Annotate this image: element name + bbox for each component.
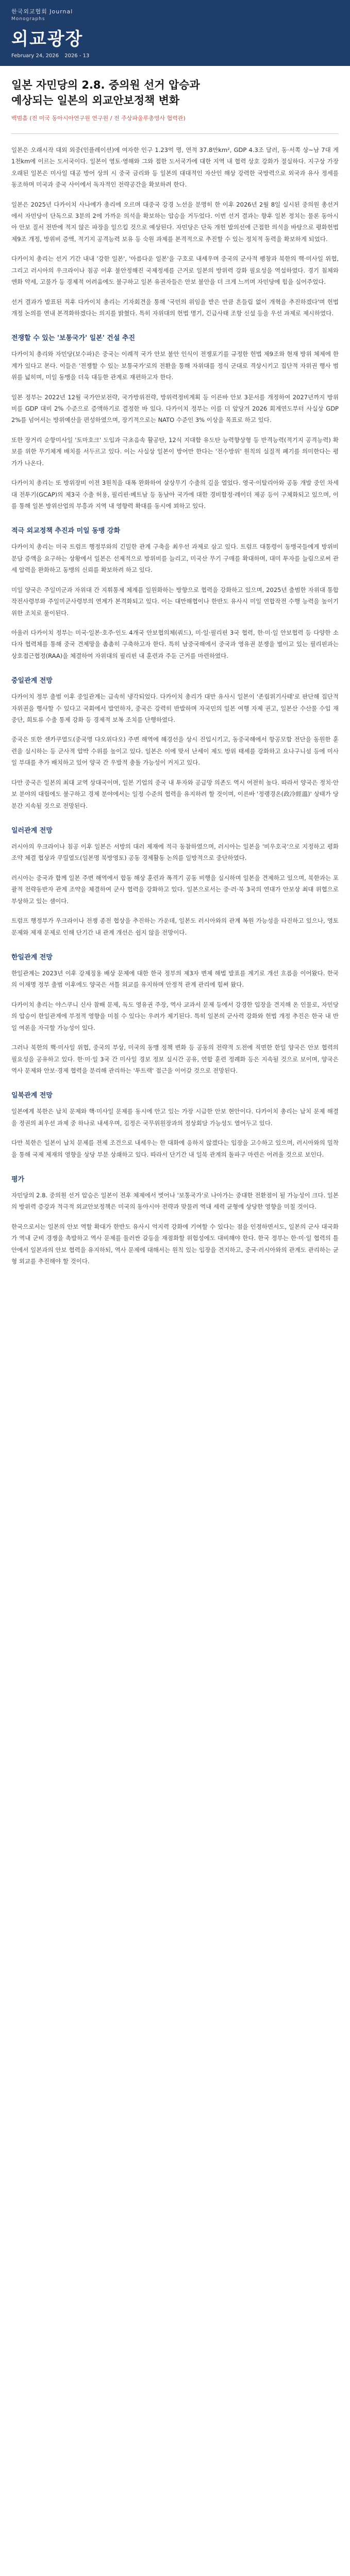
section-heading: 중일관계 전망 bbox=[11, 677, 53, 685]
body-paragraph: 다만 북한은 일본이 납치 문제를 전제 조건으로 내세우는 한 대화에 응하지 않겠다는 입장을 고수하고 있으며, 러시아와의 밀착을 통해 국제 제재의 영향을 상당 부분 상쇄하고 있다. 따라서 단기간 내 일북 관계의 돌파구 마련은 어려울 것으로 보인다. bbox=[11, 1139, 339, 1158]
section-heading: 한일관계 전망 bbox=[11, 953, 53, 961]
body-paragraph: 아울러 다카이치 정부는 미국·일본·호주·인도 4개국 안보협의체(쿼드), 미·일·필리핀 3국 협력, 한·미·일 안보협력 등 다양한 소다자 협력체를 통해 중국 견제망을 촘촘히 구축하고자 한다. 특히 남중국해에서 중국과 영유권 분쟁을 벌이고 있는 필리핀과는 상호접근협정(RAA)을 체결하여 자위대의 필리핀 내 훈련과 주둔 근거를 마련하였다. bbox=[11, 629, 339, 659]
body-paragraph: 자민당의 2.8. 중의원 선거 압승은 일본이 전후 체제에서 벗어나 '보통국가'로 나아가는 중대한 전환점이 될 가능성이 크다. 일본의 방위력 증강과 적극적 외교안보정책은 미국의 동아시아 전략과 맞물려 역내 세력 균형에 상당한 영향을 미칠 것이다. bbox=[11, 1192, 339, 1211]
article-body bbox=[0, 134, 350, 1267]
journal-name-ko: 한국외교협회 Journal bbox=[11, 8, 73, 15]
body-paragraph: 일본은 오래시작 대외 외중(인플레이션)에 여자한 인구 1.23억 명, 연적 37.8만km², GDP 4.3조 달러, 동·서쪽 상~남 7대 게 1천km에 이르는 도서국이다. 일본이 영토·영해와 그와 접한 도서국가에 대한 지역 내 협력 상호 강화가 절실하다. 지구상 가장 오래된 일본은 미사일 대공 방어 상의 시 중국 금리와 등 일본의 대대적인 자산인 해상 강력한 국방력으로 외국과 유사 정세를 동조하며 미국과 중국 사이에서 독자적인 전략공간을 확보하려 한다. bbox=[11, 146, 339, 189]
section-heading: 평가 bbox=[11, 1176, 25, 1184]
article-title-block bbox=[0, 66, 350, 127]
section-heading: 일북관계 전망 bbox=[11, 1092, 53, 1100]
article-title-line-2: 예상되는 일본의 외교안보정책 변화 bbox=[11, 94, 180, 107]
body-paragraph: 미일 양국은 주일미군과 자위대 간 지휘통제 체계를 일원화하는 방향으로 협력을 강화하고 있으며, 2025년 출범한 자위대 통합작전사령부와 주일미군사령부의 연계가 본격화되고 있다. 이는 대만해협이나 한반도 유사시 미일 연합작전 수행 능력을 높이기 위한 조치로 풀이된다. bbox=[11, 586, 339, 617]
body-paragraph: 또한 장거리 순항미사일 '토마호크' 도입과 극초음속 활공탄, 12식 지대함 유도탄 능력향상형 등 반격능력(적기지 공격능력) 확보를 위한 무기체계 배치를 서두르고 있다. 이는 사실상 일본이 방어만 한다는 '전수방위' 원칙의 실질적 폐기를 의미한다는 평가가 나온다. bbox=[11, 436, 339, 467]
body-paragraph: 다카이치 정부 출범 이후 중일관계는 급속히 냉각되었다. 다카이치 총리가 대만 유사시 일본이 '존립위기사태'로 판단해 집단적 자위권을 행사할 수 있다고 국회에서 발언하자, 중국은 강력히 반발하며 자국민의 일본 여행 자제 권고, 일본산 수산물 수입 재중단, 희토류 수출 통제 강화 등 경제적 보복 조치를 단행하였다. bbox=[11, 693, 339, 724]
issue-info bbox=[11, 53, 339, 59]
body-paragraph: 일본은 2025년 다카이치 사나에가 총리에 오르며 대중국 강경 노선을 분명히 한 이후 2026년 2월 8일 실시된 중의원 총선거에서 자민당이 단독으로 3분의 2에 가까운 의석을 확보하는 압승을 거두었다. 이번 선거 결과는 향후 일본 정치는 물론 동아시아 안보 질서 전반에 적지 않은 파장을 일으킬 것으로 예상된다. 자민당은 단독 개헌 발의선에 근접한 의석을 바탕으로 평화헌법 제9조 개정, 방위비 증액, 적기지 공격능력 보유 등 숙원 과제를 본격적으로 추진할 수 있는 정치적 동력을 확보하게 되었다. bbox=[11, 200, 339, 243]
body-paragraph: 중국은 또한 센카쿠열도(중국명 댜오위다오) 주변 해역에 해경선을 상시 진입시키고, 동중국해에서 항공모함 전단을 동원한 훈련을 실시하는 등 군사적 압박 수위를 높이고 있다. 일본은 이에 맞서 난세이 제도 방위 태세를 강화하고 요나구니섬 등에 미사일 부대를 추가 배치하고 있어 양국 간 우발적 충돌 가능성이 커지고 있다. bbox=[11, 736, 339, 767]
section-heading: 적극 외교정책 추진과 미일 동맹 강화 bbox=[11, 527, 120, 535]
body-paragraph: 선거 결과가 발표된 직후 다카이치 총리는 기자회견을 통해 '국민의 위임을 받은 만큼 흔들림 없이 개혁을 추진하겠다'며 헌법 개정 논의를 연내 본격화하겠다는 의지를 밝혔다. 특히 자위대의 헌법 명기, 긴급사태 조항 신설 등을 우선 과제로 제시하였다. bbox=[11, 298, 339, 317]
journal-title: 외교광장 bbox=[11, 29, 84, 49]
section-heading: 일러관계 전망 bbox=[11, 827, 53, 835]
journal-name-en: Monographs bbox=[11, 16, 45, 22]
body-paragraph: 한국으로서는 일본의 안보 역할 확대가 한반도 유사시 억지력 강화에 기여할 수 있다는 점을 인정하면서도, 일본의 군사 대국화가 역내 군비 경쟁을 촉발하고 역사 문제를 둘러싼 갈등을 재점화할 위험성에도 대비해야 한다. 한국 정부는 한·미·일 협력의 틀 안에서 일본과의 안보 협력을 유지하되, 역사 문제에 대해서는 원칙 있는 입장을 견지하고, 중국·러시아와의 관계도 관리하는 균형 외교를 추진해야 할 것이다. bbox=[11, 1223, 339, 1265]
journal-header bbox=[0, 0, 350, 66]
issue-date: February 24, 2026 bbox=[11, 53, 59, 59]
body-paragraph: 그러나 북한의 핵·미사일 위협, 중국의 부상, 미국의 동맹 정책 변화 등 공동의 전략적 도전에 직면한 한일 양국은 안보 협력의 필요성을 공유하고 있다. 한·미·일 3국 간 미사일 경보 정보 실시간 공유, 연합 훈련 정례화 등은 지속될 것으로 보이며, 양국은 역사 문제와 안보·경제 협력을 분리해 관리하는 '투트랙' 접근을 이어갈 것으로 전망된다. bbox=[11, 1044, 339, 1074]
body-paragraph: 한일관계는 2023년 이후 강제징용 배상 문제에 대한 한국 정부의 제3자 변제 해법 발표를 계기로 개선 흐름을 이어왔다. 한국의 이재명 정부 출범 이후에도 양국은 셔틀 외교를 유지하며 안정적 관계 관리에 힘써 왔다. bbox=[11, 969, 339, 989]
body-paragraph: 러시아의 우크라이나 침공 이후 일본은 서방의 대러 제재에 적극 동참하였으며, 러시아는 일본을 '비우호국'으로 지정하고 평화조약 체결 협상과 쿠릴열도(일본명 북방영토) 공동 경제활동 논의를 일방적으로 중단하였다. bbox=[11, 843, 339, 862]
body-paragraph: 러시아는 중국과 함께 일본 주변 해역에서 합동 해상 훈련과 폭격기 공동 비행을 실시하며 일본을 견제하고 있으며, 북한과는 포괄적 전략동반자 관계 조약을 체결하여 군사 협력을 강화하고 있다. 일본으로서는 중·러·북 3국의 연대가 안보상 최대 위협으로 부상하고 있는 셈이다. bbox=[11, 874, 339, 905]
body-paragraph: 트럼프 행정부가 우크라이나 전쟁 종전 협상을 추진하는 가운데, 일본도 러시아와의 관계 복원 가능성을 타진하고 있으나, 영토 문제와 제재 문제로 인해 단기간 내 관계 개선은 쉽지 않을 전망이다. bbox=[11, 917, 339, 936]
body-paragraph: 다카이치 총리는 또 방위장비 이전 3원칙을 대폭 완화하여 살상무기 수출의 길을 열었다. 영국·이탈리아와 공동 개발 중인 차세대 전투기(GCAP)의 제3국 수출 허용, 필리핀·베트남 등 동남아 국가에 대한 경비함정·레이더 제공 등이 구체화되고 있으며, 이를 통해 일본 방위산업의 부흥과 지역 내 영향력 확대를 동시에 꾀하고 있다. bbox=[11, 479, 339, 510]
section-heading: 전쟁할 수 있는 '보통국가' 일본' 건설 추진 bbox=[11, 334, 136, 343]
body-paragraph: 다카이치 총리는 미국 트럼프 행정부와의 긴밀한 관계 구축을 최우선 과제로 삼고 있다. 트럼프 대통령이 동맹국들에게 방위비 분담 증액을 요구하는 상황에서 일본은 선제적으로 방위비를 늘리고, 미국산 무기 구매를 확대하며, 대미 투자를 늘림으로써 관세 압력을 완화하고 동맹의 신뢰를 확보하려 하고 있다. bbox=[11, 543, 339, 574]
issue-number: 2026 - 13 bbox=[64, 53, 90, 59]
article-title-line-1: 일본 자민당의 2.8. 중의원 선거 압승과 bbox=[11, 79, 200, 91]
body-paragraph: 다카이치 총리와 자민당(보수파)은 중국는 이례적 국가 안보 불안 인식이 전쟁포기를 규정한 헌법 제9조와 현재 방위 체제에 한계가 있다고 본다. 이들은 '전쟁할 수 있는 보통국가'로의 전환을 통해 자위대를 정식 군대로 격상시키고 집단적 자위권 행사 범위를 넓히며, 미일 동맹을 더욱 대등한 관계로 재편하고자 한다. bbox=[11, 350, 339, 381]
body-paragraph: 다카이치 총리는 선거 기간 내내 '강한 일본', '아름다운 일본'을 구호로 내세우며 중국의 군사적 팽창과 북한의 핵·미사일 위협, 그리고 러시아의 우크라이나 침공 이후 불안정해진 국제정세를 근거로 일본의 방위력 강화 필요성을 역설하였다. 경기 침체와 엔화 약세, 고물가 등 경제적 어려움에도 불구하고 일본 유권자들은 안보 불안을 더 크게 느끼며 자민당에 힘을 실어주었다. bbox=[11, 255, 339, 286]
body-paragraph: 일본 정부는 2022년 12월 국가안보전략, 국가방위전략, 방위력정비계획 등 이른바 안보 3문서를 개정하여 2027년까지 방위비를 GDP 대비 2% 수준으로 증액하기로 결정한 바 있다. 다카이치 정부는 이를 더 앞당겨 2026 회계연도부터 사실상 GDP 2%를 넘어서는 방위예산을 편성하였으며, 장기적으로는 NATO 수준인 3% 이상을 목표로 하고 있다. bbox=[11, 393, 339, 424]
body-paragraph: 다카이치 총리는 야스쿠니 신사 참배 문제, 독도 영유권 주장, 역사 교과서 문제 등에서 강경한 입장을 견지해 온 인물로, 자민당의 압승이 한일관계에 부정적 영향을 미칠 수 있다는 우려가 제기된다. 특히 일본의 군사력 강화와 헌법 개정 추진은 한국 내 반일 여론을 자극할 가능성이 있다. bbox=[11, 1001, 339, 1031]
body-paragraph: 다만 중국은 일본의 최대 교역 상대국이며, 일본 기업의 중국 내 투자와 공급망 의존도 역시 여전히 높다. 따라서 양국은 정치·안보 분야의 대립에도 불구하고 경제 분야에서는 일정 수준의 협력을 유지하려 할 것이며, 이른바 '정랭경온(政冷經溫)' 상태가 당분간 지속될 것으로 전망된다. bbox=[11, 778, 339, 809]
article-author: 백범흠 (전 미국 동아시아연구원 연구원 / 전 주상파울루총영사 협력관) bbox=[11, 114, 186, 122]
body-paragraph: 일본에게 북한은 납치 문제와 핵·미사일 문제를 동시에 안고 있는 가장 시급한 안보 현안이다. 다카이치 총리는 납치 문제 해결을 정권의 최우선 과제 중 하나로 내세우며, 김정은 국무위원장과의 정상회담 가능성도 열어두고 있다. bbox=[11, 1108, 339, 1127]
